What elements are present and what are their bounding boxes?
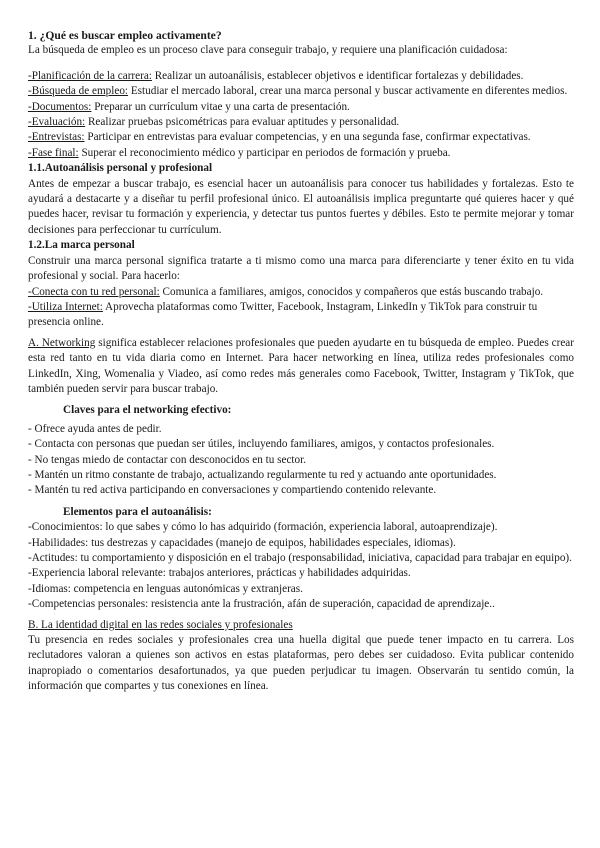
- item-label: -Fase final:: [28, 146, 79, 159]
- section-1-1-heading: 1.1.Autoanálisis personal y profesional: [28, 162, 213, 175]
- item-label: -Entrevistas:: [28, 131, 85, 144]
- item-text: Superar el reconocimiento médico y participar en periodos de formación y prueba.: [78, 146, 451, 159]
- item-text: Estudiar el mercado laboral, crear una marca personal y buscar activamente en diferentes medios.: [128, 85, 568, 98]
- identidad-text: Tu presencia en redes sociales y profesionales crea una huella digital que puede tener impacto en tu carrera. Los reclutadores valoran a quienes son activos en estas plataformas, pero debes ser cuidadoso. Evita publicar contenido inapropiado o comentarios desafortunados, ya que pueden perjudicar tu imagen. Observarán tu sentido común, la información que compartes y tus conexiones en línea.: [28, 634, 574, 693]
- list-item: -Idiomas: competencia en lenguas autonómicas y extranjeras.: [28, 582, 303, 595]
- list-item: - No tengas miedo de contactar con desconocidos en tu sector.: [28, 453, 307, 466]
- elementos-heading: Elementos para el autoanálisis:: [63, 505, 212, 518]
- section-1-1-text: Antes de empezar a buscar trabajo, es esencial hacer un autoanálisis para conocer tus habilidades y fortalezas. Esto te ayudará a destacarte y a diseñar tu perfil profesional único. El autoanálisis implica preguntarte qué quieres hacer y qué puedes hacer, revisar tu formación y experiencia, y detectar tus puntos fuertes y débiles. Esto te permite mejorar y tomar decisiones para perfeccionar tu currículum.: [28, 177, 574, 236]
- section-1-2-text: Construir una marca personal significa tratarte a ti mismo como una marca para diferenciarte y tener éxito en tu vida profesional y social. Para hacerlo:: [28, 254, 574, 283]
- networking-text: significa establecer relaciones profesionales que pueden ayudarte en tu búsqueda de empleo. Puedes crear esta red tanto en tu vida diaria como en Internet. Para hacer networking en línea, utiliza redes profesionales como LinkedIn, Xing, Womenalia y Viadeo, así como redes más generales como Facebook, Twitter, Instagram y TikTok, que también pueden servir para buscar trabajo.: [28, 336, 574, 395]
- list-item: -Conocimientos: lo que sabes y cómo lo has adquirido (formación, experiencia laboral, autoaprendizaje).: [28, 521, 498, 534]
- list-item: - Ofrece ayuda antes de pedir.: [28, 422, 162, 435]
- list-item: [28, 300, 574, 331]
- identidad-heading: B. La identidad digital en las redes sociales y profesionales: [28, 618, 293, 631]
- item-label: -Utiliza Internet:: [28, 300, 103, 313]
- item-text: Participar en entrevistas para evaluar competencias, y en una segunda fase, confirmar expectativas.: [84, 131, 531, 144]
- item-label: -Conecta con tu red personal:: [28, 285, 160, 298]
- list-item: - Contacta con personas que puedan ser útiles, incluyendo familiares, amigos, y contactos profesionales.: [28, 438, 495, 451]
- list-item: [28, 115, 574, 130]
- item-text: Realizar un autoanálisis, establecer objetivos e identificar fortalezas y debilidades.: [151, 69, 524, 82]
- claves-heading: Claves para el networking efectivo:: [63, 404, 232, 417]
- list-item: [28, 100, 574, 115]
- document-body: [28, 28, 574, 695]
- item-label: -Documentos:: [28, 100, 92, 113]
- item-text: Preparar un currículum vitae y una carta de presentación.: [91, 100, 350, 113]
- list-item: - Mantén un ritmo constante de trabajo, actualizando regularmente tu red y actuando ante oportunidades.: [28, 468, 497, 481]
- networking-paragraph: [28, 336, 574, 398]
- list-item: - Mantén tu red activa participando en conversaciones y compartiendo contenido relevante.: [28, 484, 437, 497]
- list-item: -Competencias personales: resistencia ante la frustración, afán de superación, capacidad de aprendizaje..: [28, 598, 495, 611]
- item-label: -Evaluación:: [28, 116, 86, 129]
- list-item: [28, 84, 574, 99]
- list-item: -Habilidades: tus destrezas y capacidades (manejo de equipos, habilidades especiales, idiomas).: [28, 536, 456, 549]
- item-text: Comunica a familiares, amigos, conocidos y compañeros que estás buscando trabajo.: [159, 285, 544, 298]
- item-text: Aprovecha plataformas como Twitter, Facebook, Instagram, LinkedIn y TikTok para construir tu presencia online.: [28, 300, 538, 329]
- item-label: -Planificación de la carrera:: [28, 69, 152, 82]
- item-label: -Búsqueda de empleo:: [28, 85, 129, 98]
- section-1-intro: La búsqueda de empleo es un proceso clave para conseguir trabajo, y requiere una planificación cuidadosa:: [28, 44, 508, 57]
- section-1-heading: 1. ¿Qué es buscar empleo activamente?: [28, 29, 222, 42]
- list-item: [28, 69, 574, 84]
- networking-label: A. Networking: [28, 336, 96, 349]
- list-item: [28, 130, 574, 145]
- list-item: [28, 146, 574, 161]
- item-text: Realizar pruebas psicométricas para evaluar aptitudes y personalidad.: [85, 116, 400, 129]
- list-item: [28, 285, 574, 300]
- list-item: -Experiencia laboral relevante: trabajos anteriores, prácticas y habilidades adquiridas.: [28, 567, 411, 580]
- list-item: -Actitudes: tu comportamiento y disposición en el trabajo (responsabilidad, iniciativa, capacidad para trabajar en equipo).: [28, 552, 572, 564]
- section-1-2-heading: 1.2.La marca personal: [28, 239, 135, 252]
